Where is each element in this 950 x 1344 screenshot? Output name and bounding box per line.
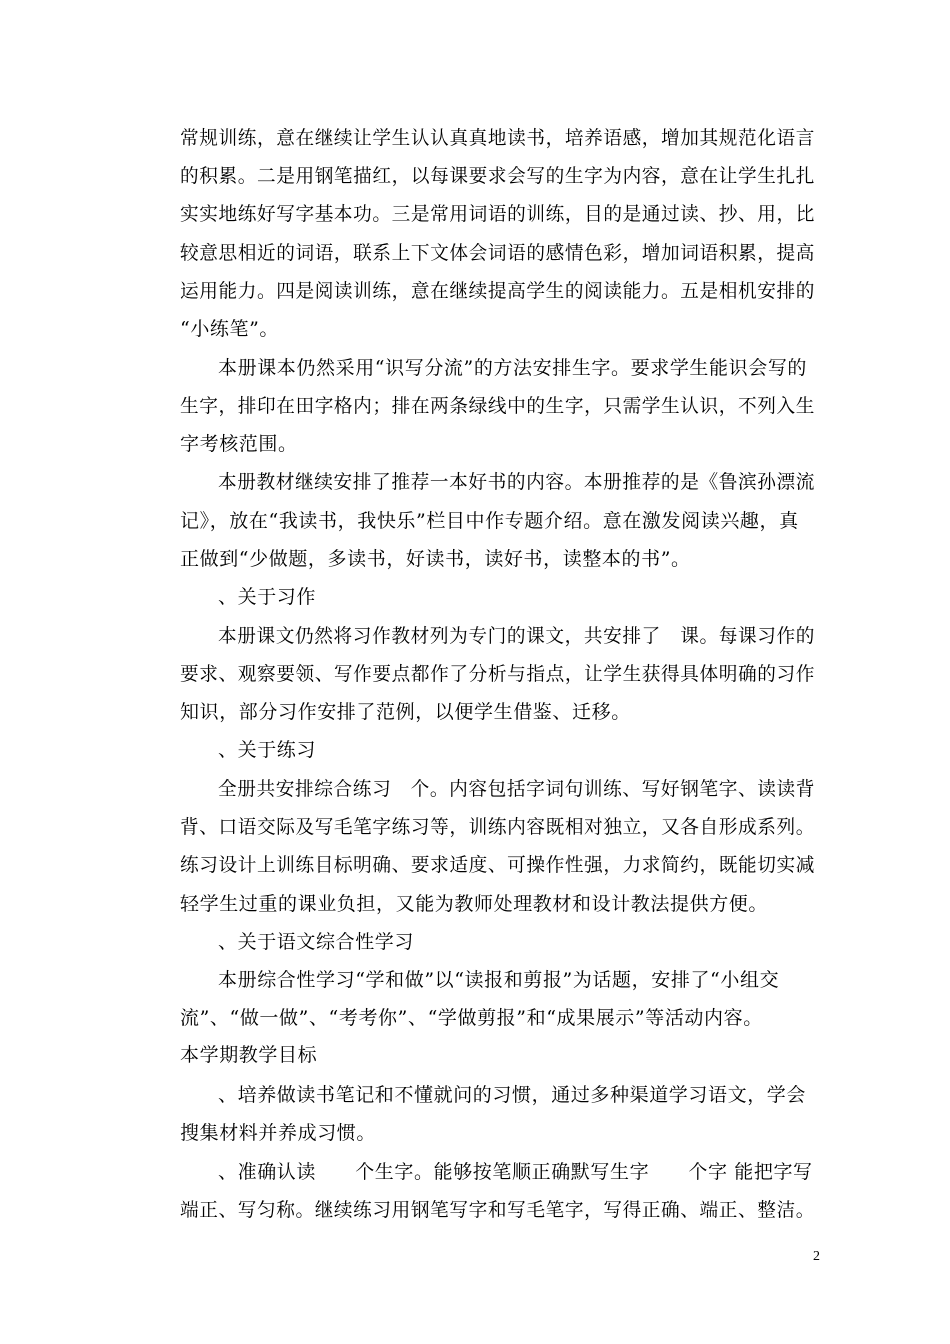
text-line: 、培养做读书笔记和不懂就问的习惯，通过多种渠道学习语文，学会 [218, 1084, 807, 1106]
text-line: 记》，放在“我读书，我快乐”栏目中作专题介绍。意在激发阅读兴趣，真 [180, 510, 799, 532]
text-line: 本册课本仍然采用“识写分流”的方法安排生字。要求学生能识会写的 [218, 357, 808, 379]
text-line: 常规训练，意在继续让学生认认真真地读书，培养语感，增加其规范化语言 [180, 127, 815, 149]
page-number: 2 [813, 1249, 820, 1264]
section-heading: 本学期教学目标 [180, 1044, 318, 1066]
text-line: 字考核范围。 [180, 433, 298, 455]
text-line: 流”、“做一做”、“考考你”、“学做剪报”和“成果展示”等活动内容。 [180, 1007, 763, 1029]
text-line: 本册综合性学习“学和做”以“读报和剪报”为话题，安排了“小组交 [218, 969, 780, 991]
section-heading: 、关于习作 [218, 586, 317, 608]
text-line: 、准确认读 个生字。能够按笔顺正确默写生字 个字 能把字写 [218, 1161, 813, 1183]
text-line: 实实地练好写字基本功。三是常用词语的训练，目的是通过读、抄、用，比 [180, 203, 815, 225]
text-line: 背、口语交际及写毛笔字练习等，训练内容既相对独立，又各自形成系列。 [180, 816, 815, 838]
text-line: 全册共安排综合练习 个。内容包括字词句训练、写好钢笔字、读读背 [218, 778, 815, 800]
text-line: 本册课文仍然将习作教材列为专门的课文，共安排了 课。每课习作的 [218, 625, 815, 647]
text-line: 运用能力。四是阅读训练，意在继续提高学生的阅读能力。五是相机安排的 [180, 280, 815, 302]
text-line: 正做到“少做题，多读书，好读书，读好书，读整本的书”。 [180, 548, 691, 570]
text-line: 练习设计上训练目标明确、要求适度、可操作性强，力求简约，既能切实减 [180, 854, 815, 876]
text-line: 搜集材料并养成习惯。 [180, 1122, 377, 1144]
text-line: 端正、写匀称。继续练习用钢笔写字和写毛笔字，写得正确、端正、整洁。 [180, 1199, 815, 1221]
text-line: 本册教材继续安排了推荐一本好书的内容。本册推荐的是《鲁滨孙漂流 [218, 471, 815, 493]
text-line: 的积累。二是用钢笔描红，以每课要求会写的生字为内容，意在让学生扎扎 [180, 165, 815, 187]
text-line: 生字，排印在田字格内；排在两条绿线中的生字，只需学生认识，不列入生 [180, 395, 815, 417]
text-line: “小练笔”。 [180, 318, 280, 340]
section-heading: 、关于练习 [218, 739, 317, 761]
text-line: 要求、观察要领、写作要点都作了分析与指点，让学生获得具体明确的习作 [180, 663, 815, 685]
text-line: 轻学生过重的课业负担，又能为教师处理教材和设计教法提供方便。 [180, 893, 769, 915]
text-line: 较意思相近的词语，联系上下文体会词语的感情色彩，增加词语积累，提高 [180, 242, 815, 264]
text-line: 知识，部分习作安排了范例，以便学生借鉴、迁移。 [180, 701, 631, 723]
section-heading: 、关于语文综合性学习 [218, 931, 415, 953]
